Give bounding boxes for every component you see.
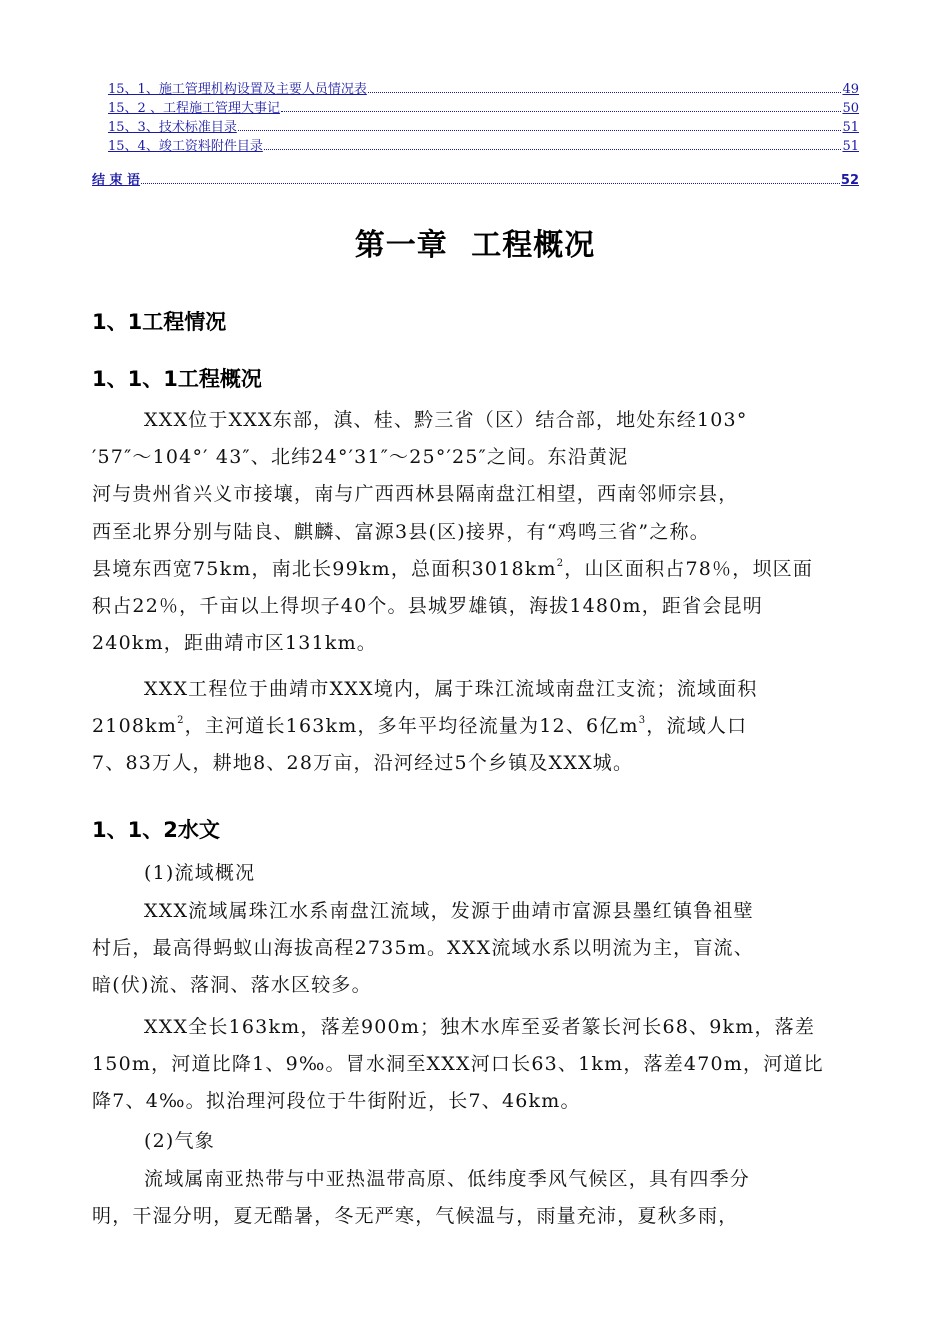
toc-entry-label: 15、2 、工程施工管理大事记 <box>108 101 280 116</box>
toc-leader <box>238 130 842 131</box>
superscript: 2 <box>556 557 565 569</box>
text-segment: ，主河道长163km，多年平均径流量为12、6亿m <box>184 715 639 738</box>
text-line: XXX工程位于曲靖市XXX境内，属于珠江流域南盘江支流；流域面积 <box>144 678 758 700</box>
toc-leader <box>281 111 842 112</box>
paragraph-river <box>92 1009 860 1121</box>
text-line: 240km，距曲靖市区131km。 <box>92 632 377 655</box>
paragraph-basin <box>92 893 860 1005</box>
toc-entry-conclusion[interactable] <box>92 171 859 190</box>
paragraph-project-location <box>92 671 860 783</box>
paragraph-overview <box>92 402 860 662</box>
toc-entry-label: 15、4、竣工资料附件目录 <box>108 139 263 154</box>
text-line: 150m，河道比降1、9‰。冒水洞至XXX河口长63、1km，落差470m，河道比 <box>92 1053 824 1076</box>
text-line: XXX全长163km，落差900m；独木水库至妥者篆长河长68、9km，落差 <box>144 1016 816 1038</box>
text-line: 西至北界分别与陆良、麒麟、富源3县(区)接界，有“鸡鸣三省”之称。 <box>92 520 710 543</box>
text-line: 村后，最高得蚂蚁山海拔高程2735m。XXX流域水系以明流为主，盲流、 <box>92 937 754 960</box>
toc-leader <box>141 183 840 184</box>
text-line: 降7、4‰。拟治理河段位于牛街附近，长7、46km。 <box>92 1090 581 1113</box>
superscript: 2 <box>177 715 185 727</box>
text-line: 明，干湿分明，夏无酷暑，冬无严寒，气候温与，雨量充沛，夏秋多雨， <box>92 1205 739 1228</box>
subsection-heading: 1、1、2水文 <box>92 818 220 842</box>
text-line: ′57″～104°′ 43″、北纬24°′31″～25°′25″之间。东沿黄泥 <box>92 446 629 469</box>
text-segment: 县境东西宽75km，南北长99km，总面积3018km <box>92 557 557 580</box>
text-line: (2)气象 <box>144 1130 215 1152</box>
toc-entry-page: 52 <box>840 173 859 188</box>
toc-leader <box>264 149 842 150</box>
text-line: 流域属南亚热带与中亚热温带高原、低纬度季风气候区，具有四季分 <box>144 1168 751 1190</box>
toc-entry-page: 49 <box>842 82 859 97</box>
subheading-weather <box>92 1123 860 1160</box>
text-line <box>92 551 860 588</box>
subsection-heading: 1、1、1工程概况 <box>92 367 262 391</box>
text-segment: ，山区面积占78％，坝区面 <box>564 557 814 580</box>
text-line: 河与贵州省兴义市接壤，南与广西西林县隔南盘江相望，西南邻师宗县， <box>92 483 739 506</box>
text-line <box>92 708 860 745</box>
superscript: 3 <box>638 715 647 727</box>
toc-entry[interactable] <box>92 80 859 99</box>
table-of-contents <box>92 80 859 190</box>
toc-entry-label: 结 束 语 <box>92 173 141 188</box>
text-line: 积占22％，千亩以上得坝子40个。县城罗雄镇，海拔1480m，距省会昆明 <box>92 595 763 618</box>
text-line: 暗(伏)流、落洞、落水区较多。 <box>92 974 372 997</box>
toc-entry-page: 51 <box>842 139 859 154</box>
section-heading: 1、1工程情况 <box>92 310 227 334</box>
toc-entry-page: 51 <box>842 120 859 135</box>
text-segment: ，流域人口 <box>646 715 748 738</box>
toc-leader <box>368 92 842 93</box>
text-line: XXX位于XXX东部，滇、桂、黔三省（区）结合部，地处东经103° <box>144 409 748 431</box>
toc-entry-page: 50 <box>842 101 859 116</box>
paragraph-weather <box>92 1161 860 1235</box>
text-line: (1)流域概况 <box>144 862 256 884</box>
toc-entry-label: 15、3、技术标准目录 <box>108 120 237 135</box>
chapter-title: 第一章 工程概况 <box>354 228 596 263</box>
text-line: XXX流域属珠江水系南盘江流域，发源于曲靖市富源县墨红镇鲁祖壁 <box>144 900 754 922</box>
text-segment: 2108km <box>92 715 178 738</box>
toc-entry[interactable] <box>92 118 859 137</box>
toc-entry[interactable] <box>92 137 859 156</box>
subheading-basin <box>92 855 860 892</box>
toc-entry-label: 15、1、施工管理机构设置及主要人员情况表 <box>108 82 367 97</box>
toc-entry[interactable] <box>92 99 859 118</box>
text-line: 7、83万人，耕地8、28万亩，沿河经过5个乡镇及XXX城。 <box>92 752 634 775</box>
